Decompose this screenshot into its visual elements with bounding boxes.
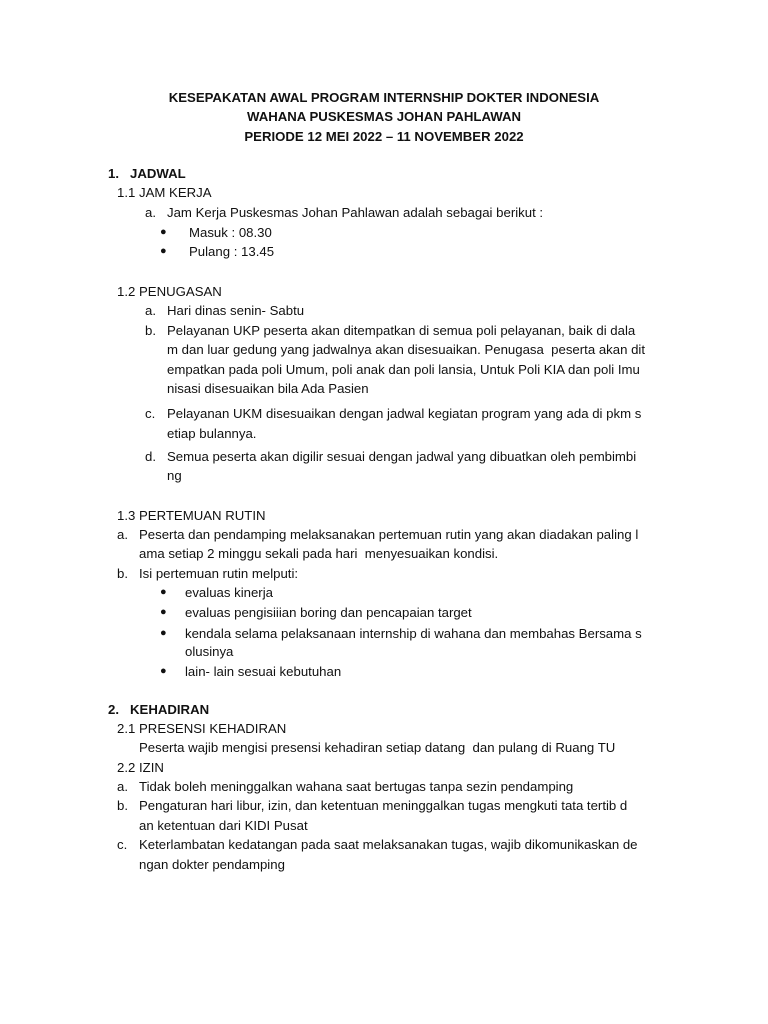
bullet-item: evaluas pengisiiian boring dan pencapaian target	[185, 605, 472, 620]
bullet-icon: ●	[160, 586, 167, 598]
list-item-text: ngan dokter pendamping	[139, 857, 285, 872]
section-1-title: JADWAL	[130, 166, 186, 181]
list-item-text: Isi pertemuan rutin melputi:	[139, 566, 299, 581]
list-item-text: Tidak boleh meninggalkan wahana saat bertugas tanpa sezin pendamping	[139, 779, 574, 794]
bullet-item: Pulang : 13.45	[189, 244, 275, 259]
list-marker: a.	[145, 303, 156, 318]
bullet-item: Masuk : 08.30	[189, 225, 272, 240]
list-marker: c.	[117, 837, 128, 852]
list-item-text: Pelayanan UKM disesuaikan dengan jadwal kegiatan program yang ada di pkm s	[167, 406, 642, 421]
list-item-text: m dan luar gedung yang jadwalnya akan disesuaikan. Penugasa peserta akan dit	[167, 342, 646, 357]
doc-title-line-1: KESEPAKATAN AWAL PROGRAM INTERNSHIP DOKTER INDONESIA	[168, 90, 600, 105]
bullet-item: evaluas kinerja	[185, 585, 273, 600]
bullet-icon: ●	[160, 226, 167, 238]
list-item-text: nisasi disesuaikan bila Ada Pasien	[167, 381, 369, 396]
list-item-text: Keterlambatan kedatangan pada saat melaksanakan tugas, wajib dikomunikaskan de	[139, 837, 638, 852]
list-item-text: ama setiap 2 minggu sekali pada hari menyesuaikan kondisi.	[139, 546, 499, 561]
section-2-number: 2.	[108, 702, 119, 717]
bullet-icon: ●	[160, 245, 167, 257]
list-marker: b.	[117, 798, 128, 813]
section-2-title: KEHADIRAN	[130, 702, 210, 717]
list-item-text: empatkan pada poli Umum, poli anak dan poli lansia, Untuk Poli KIA dan poli Imu	[167, 362, 640, 377]
section-1-number: 1.	[108, 166, 119, 181]
subsection-1-1-title: 1.1 JAM KERJA	[117, 185, 212, 200]
subsection-1-2-title: 1.2 PENUGASAN	[117, 284, 222, 299]
list-marker: a.	[117, 779, 128, 794]
list-item-text: Pelayanan UKP peserta akan ditempatkan di semua poli pelayanan, baik di dala	[167, 323, 636, 338]
doc-title-line-3: PERIODE 12 MEI 2022 – 11 NOVEMBER 2022	[244, 129, 524, 144]
subsection-1-3-title: 1.3 PERTEMUAN RUTIN	[117, 508, 266, 523]
list-item-text: Semua peserta akan digilir sesuai dengan jadwal yang dibuatkan oleh pembimbi	[167, 449, 637, 464]
list-marker: b.	[117, 566, 128, 581]
list-item-text: ng	[167, 468, 182, 483]
list-item-text: an ketentuan dari KIDI Pusat	[139, 818, 308, 833]
subsection-2-2-title: 2.2 IZIN	[117, 760, 164, 775]
bullet-icon: ●	[160, 665, 167, 677]
list-item-text: Jam Kerja Puskesmas Johan Pahlawan adalah sebagai berikut :	[167, 205, 544, 220]
list-marker: a.	[145, 205, 156, 220]
list-marker: d.	[145, 449, 156, 464]
bullet-item: lain- lain sesuai kebutuhan	[185, 664, 342, 679]
subsection-2-1-title: 2.1 PRESENSI KEHADIRAN	[117, 721, 287, 736]
list-marker: a.	[117, 527, 128, 542]
bullet-icon: ●	[160, 627, 167, 639]
bullet-icon: ●	[160, 606, 167, 618]
list-marker: c.	[145, 406, 156, 421]
bullet-item: olusinya	[185, 644, 234, 659]
list-item-text: Pengaturan hari libur, izin, dan ketentuan meninggalkan tugas mengkuti tata tertib d	[139, 798, 628, 813]
list-item-text: Peserta dan pendamping melaksanakan pertemuan rutin yang akan diadakan paling l	[139, 527, 639, 542]
list-item-text: etiap bulannya.	[167, 426, 257, 441]
list-marker: b.	[145, 323, 156, 338]
doc-title-line-2: WAHANA PUSKESMAS JOHAN PAHLAWAN	[246, 109, 522, 124]
bullet-item: kendala selama pelaksanaan internship di wahana dan membahas Bersama s	[185, 626, 642, 641]
list-item-text: Hari dinas senin- Sabtu	[167, 303, 305, 318]
paragraph-text: Peserta wajib mengisi presensi kehadiran setiap datang dan pulang di Ruang TU	[139, 740, 616, 755]
